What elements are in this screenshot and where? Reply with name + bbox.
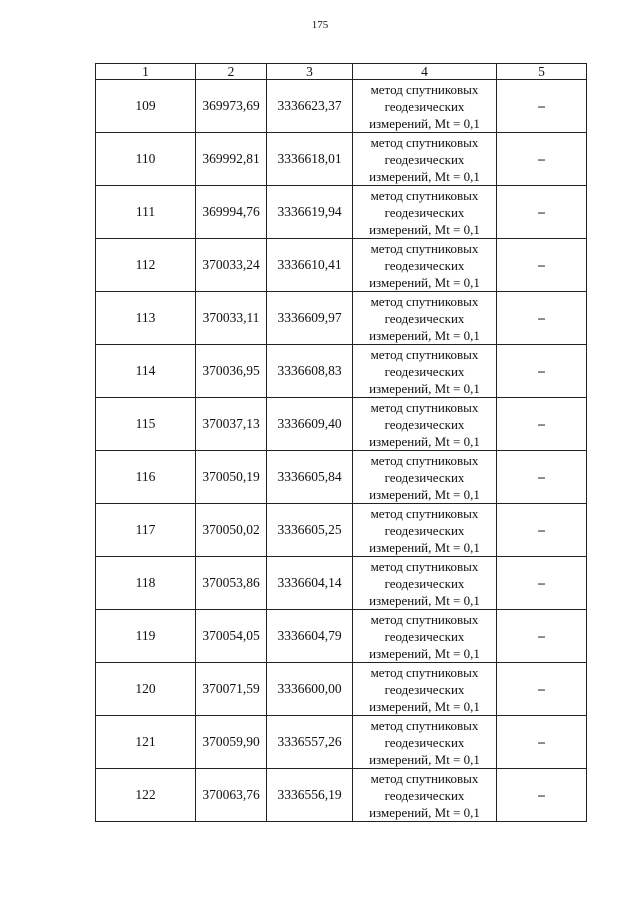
table-row xyxy=(96,451,587,504)
column-header: 5 xyxy=(497,64,587,80)
y-coordinate-cell: 3336605,25 xyxy=(267,504,353,557)
y-coordinate-cell: 3336604,79 xyxy=(267,610,353,663)
column-header: 2 xyxy=(196,64,267,80)
coordinates-table xyxy=(95,63,587,822)
x-coordinate-cell: 370033,11 xyxy=(196,292,267,345)
x-coordinate-cell: 369992,81 xyxy=(196,133,267,186)
x-coordinate-cell: 370053,86 xyxy=(196,557,267,610)
point-number-cell: 113 xyxy=(96,292,196,345)
method-cell: метод спутниковых геодезических измерений, Mt = 0,1 xyxy=(353,610,497,663)
note-cell: – xyxy=(497,398,587,451)
note-cell: – xyxy=(497,186,587,239)
point-number-cell: 117 xyxy=(96,504,196,557)
table-row xyxy=(96,769,587,822)
method-cell: метод спутниковых геодезических измерений, Mt = 0,1 xyxy=(353,451,497,504)
point-number-cell: 121 xyxy=(96,716,196,769)
x-coordinate-cell: 370071,59 xyxy=(196,663,267,716)
column-header: 4 xyxy=(353,64,497,80)
x-coordinate-cell: 370036,95 xyxy=(196,345,267,398)
point-number-cell: 120 xyxy=(96,663,196,716)
point-number-cell: 109 xyxy=(96,80,196,133)
note-cell: – xyxy=(497,345,587,398)
y-coordinate-cell: 3336600,00 xyxy=(267,663,353,716)
point-number-cell: 111 xyxy=(96,186,196,239)
note-cell: – xyxy=(497,557,587,610)
point-number-cell: 110 xyxy=(96,133,196,186)
y-coordinate-cell: 3336605,84 xyxy=(267,451,353,504)
y-coordinate-cell: 3336623,37 xyxy=(267,80,353,133)
column-header: 3 xyxy=(267,64,353,80)
x-coordinate-cell: 370054,05 xyxy=(196,610,267,663)
method-cell: метод спутниковых геодезических измерений, Mt = 0,1 xyxy=(353,292,497,345)
table-row xyxy=(96,557,587,610)
table-row xyxy=(96,345,587,398)
point-number-cell: 114 xyxy=(96,345,196,398)
note-cell: – xyxy=(497,504,587,557)
method-cell: метод спутниковых геодезических измерений, Mt = 0,1 xyxy=(353,398,497,451)
table-body xyxy=(96,80,587,822)
table-row xyxy=(96,504,587,557)
table-row xyxy=(96,292,587,345)
y-coordinate-cell: 3336604,14 xyxy=(267,557,353,610)
table-row xyxy=(96,716,587,769)
table-row xyxy=(96,186,587,239)
point-number-cell: 115 xyxy=(96,398,196,451)
y-coordinate-cell: 3336556,19 xyxy=(267,769,353,822)
y-coordinate-cell: 3336619,94 xyxy=(267,186,353,239)
method-cell: метод спутниковых геодезических измерений, Mt = 0,1 xyxy=(353,769,497,822)
method-cell: метод спутниковых геодезических измерений, Mt = 0,1 xyxy=(353,557,497,610)
note-cell: – xyxy=(497,610,587,663)
table-row xyxy=(96,133,587,186)
x-coordinate-cell: 369994,76 xyxy=(196,186,267,239)
method-cell: метод спутниковых геодезических измерений, Mt = 0,1 xyxy=(353,504,497,557)
page-number: 175 xyxy=(311,19,329,31)
table-row xyxy=(96,398,587,451)
y-coordinate-cell: 3336608,83 xyxy=(267,345,353,398)
y-coordinate-cell: 3336618,01 xyxy=(267,133,353,186)
note-cell: – xyxy=(497,716,587,769)
method-cell: метод спутниковых геодезических измерений, Mt = 0,1 xyxy=(353,345,497,398)
y-coordinate-cell: 3336609,97 xyxy=(267,292,353,345)
note-cell: – xyxy=(497,80,587,133)
point-number-cell: 116 xyxy=(96,451,196,504)
x-coordinate-cell: 370063,76 xyxy=(196,769,267,822)
y-coordinate-cell: 3336609,40 xyxy=(267,398,353,451)
x-coordinate-cell: 370050,19 xyxy=(196,451,267,504)
point-number-cell: 118 xyxy=(96,557,196,610)
note-cell: – xyxy=(497,663,587,716)
method-cell: метод спутниковых геодезических измерений, Mt = 0,1 xyxy=(353,663,497,716)
y-coordinate-cell: 3336610,41 xyxy=(267,239,353,292)
table-row xyxy=(96,663,587,716)
note-cell: – xyxy=(497,292,587,345)
table-header-row xyxy=(96,64,587,80)
method-cell: метод спутниковых геодезических измерений, Mt = 0,1 xyxy=(353,80,497,133)
point-number-cell: 122 xyxy=(96,769,196,822)
method-cell: метод спутниковых геодезических измерений, Mt = 0,1 xyxy=(353,716,497,769)
point-number-cell: 112 xyxy=(96,239,196,292)
note-cell: – xyxy=(497,451,587,504)
method-cell: метод спутниковых геодезических измерений, Mt = 0,1 xyxy=(353,133,497,186)
column-header: 1 xyxy=(96,64,196,80)
x-coordinate-cell: 370059,90 xyxy=(196,716,267,769)
note-cell: – xyxy=(497,133,587,186)
table-row xyxy=(96,610,587,663)
point-number-cell: 119 xyxy=(96,610,196,663)
method-cell: метод спутниковых геодезических измерений, Mt = 0,1 xyxy=(353,186,497,239)
table-row xyxy=(96,239,587,292)
x-coordinate-cell: 370050,02 xyxy=(196,504,267,557)
note-cell: – xyxy=(497,769,587,822)
note-cell: – xyxy=(497,239,587,292)
x-coordinate-cell: 370037,13 xyxy=(196,398,267,451)
x-coordinate-cell: 370033,24 xyxy=(196,239,267,292)
x-coordinate-cell: 369973,69 xyxy=(196,80,267,133)
method-cell: метод спутниковых геодезических измерений, Mt = 0,1 xyxy=(353,239,497,292)
y-coordinate-cell: 3336557,26 xyxy=(267,716,353,769)
table-row xyxy=(96,80,587,133)
